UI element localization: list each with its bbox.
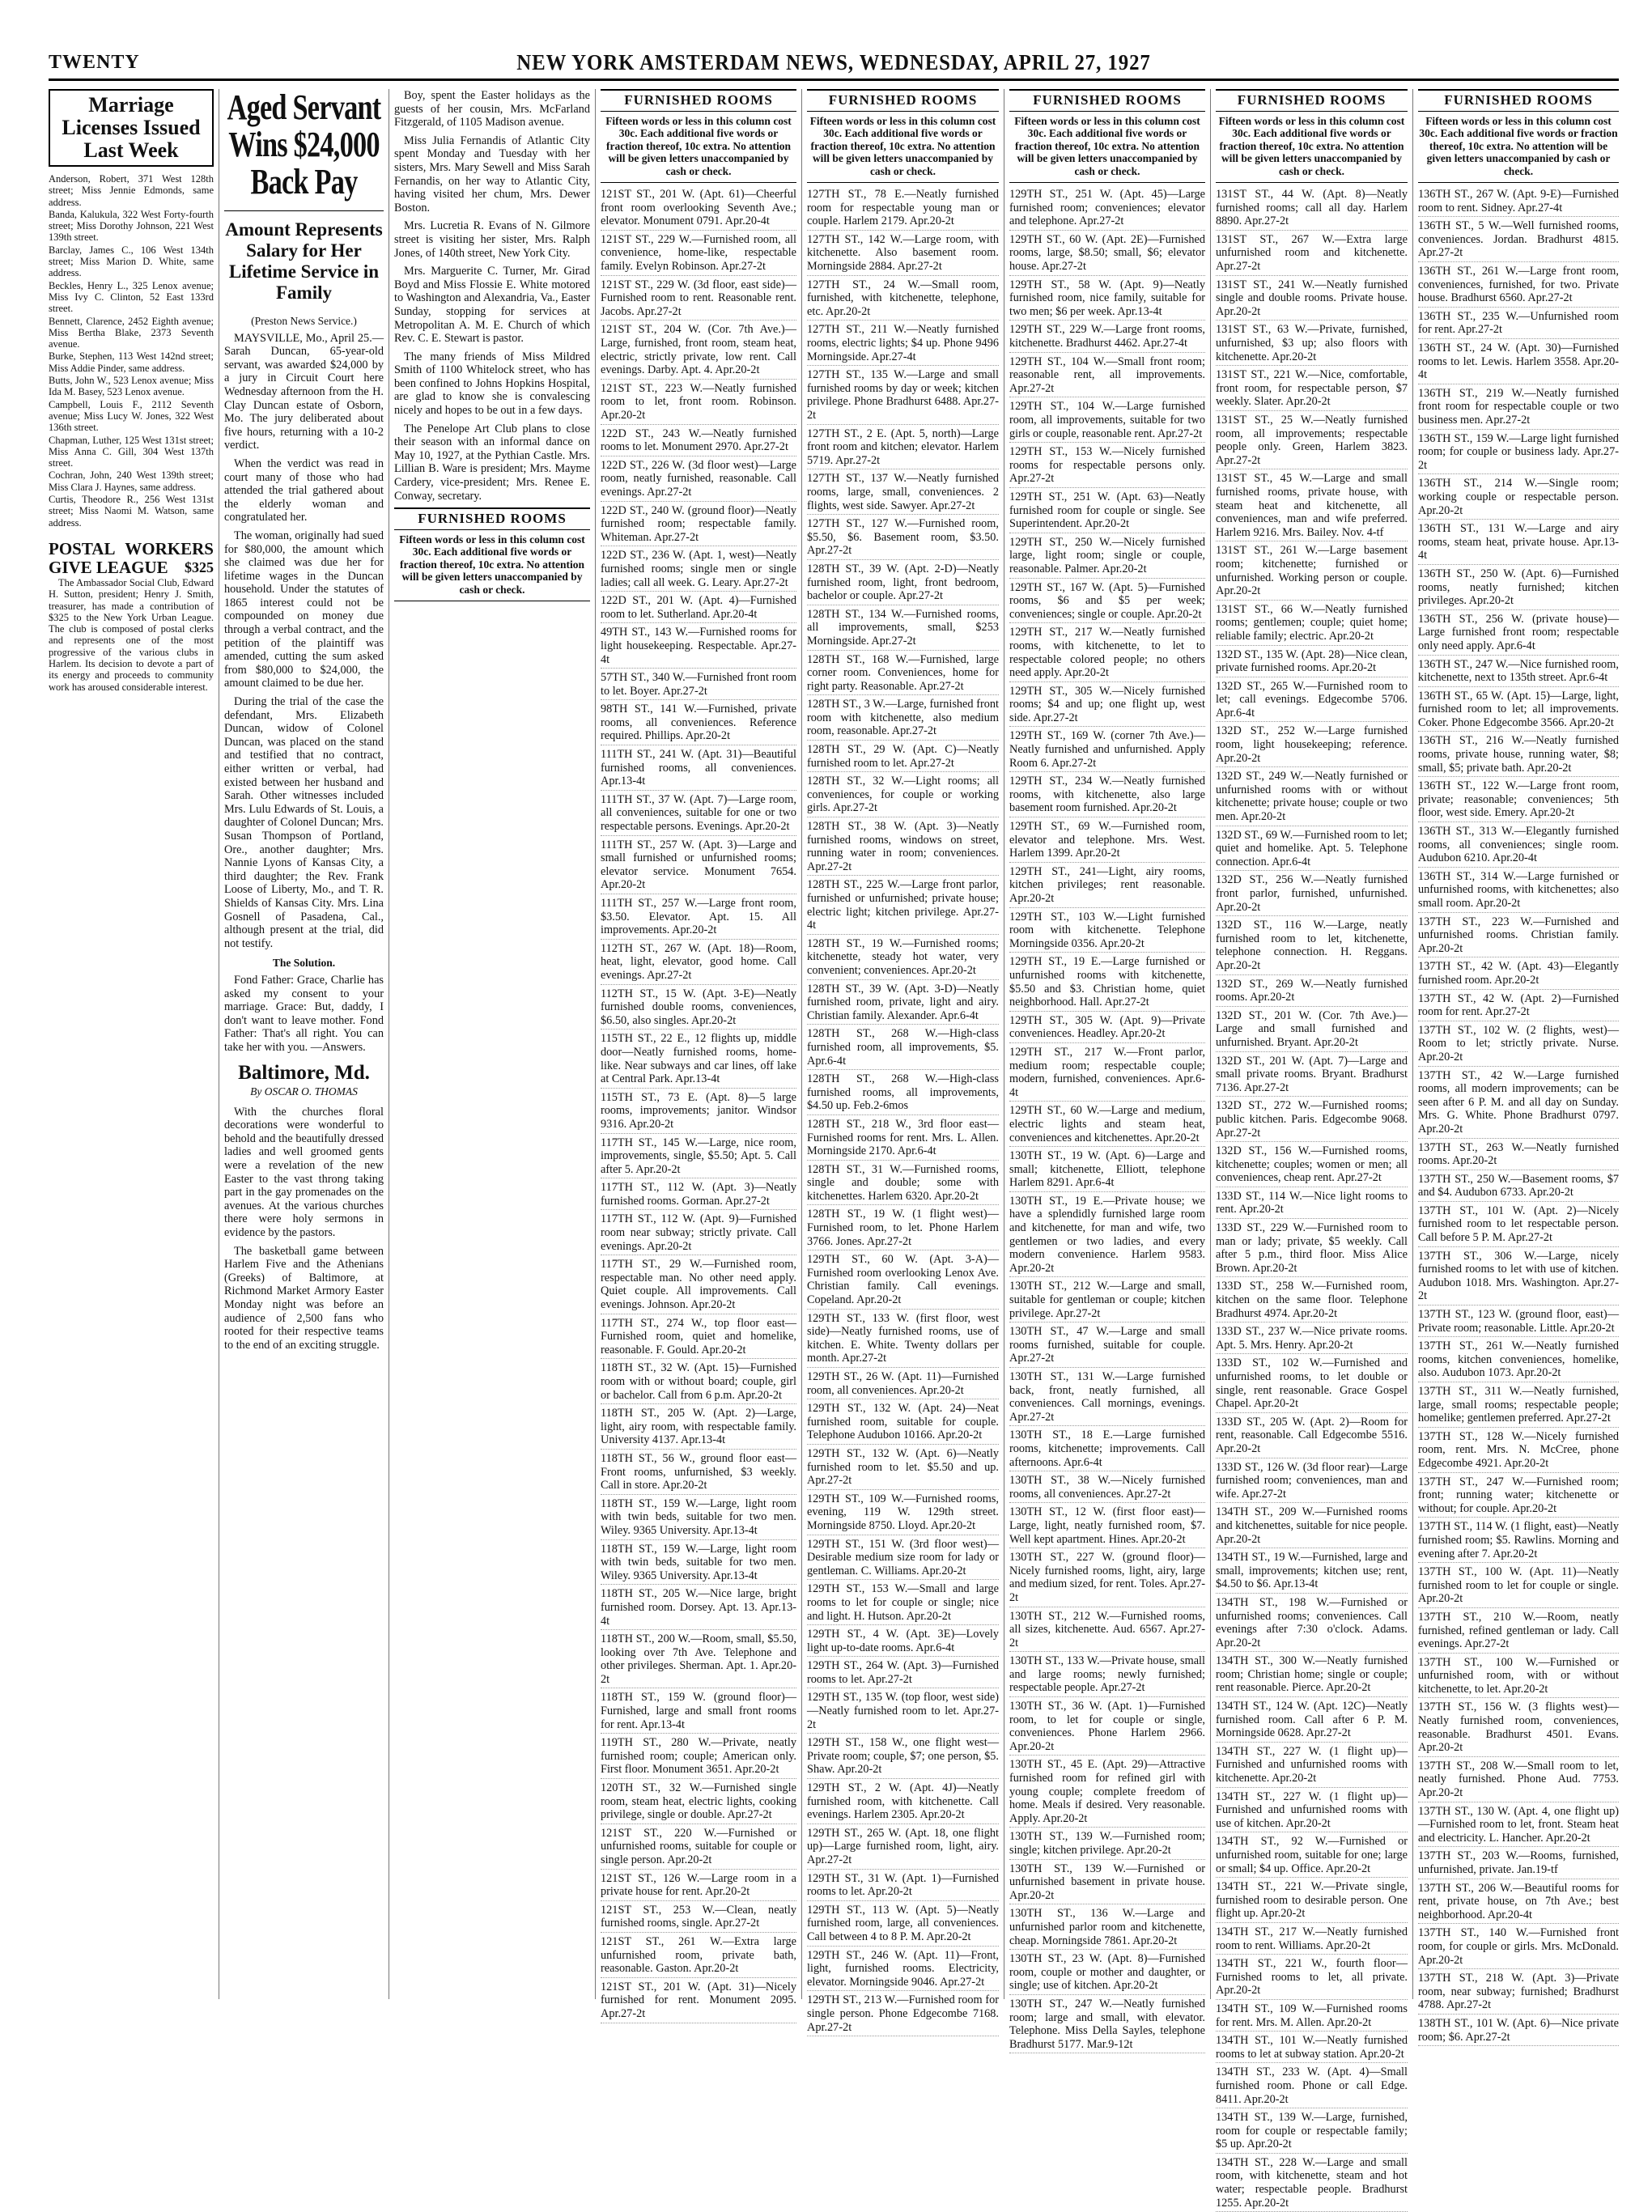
classified-ad: 128TH ST., 218 W., 3rd floor east—Furnished rooms for rent. Mrs. L. Allen. Morningside 2170. Apr.6-4t [807, 1118, 999, 1161]
classified-ad: 137TH ST., 311 W.—Neatly furnished, large, small rooms; respectable people; homelike; gentlemen preferred. Apr.27-2t [1418, 1385, 1619, 1428]
classified-ad: 137TH ST., 208 W.—Small room to let, neatly furnished. Phone Aud. 7753. Apr.20-2t [1418, 1760, 1619, 1802]
classified-ad: 129TH ST., 113 W. (Apt. 5)—Neatly furnished room, large, all conveniences. Call between 4 to 8 P. M. Apr.20-2t [807, 1904, 999, 1947]
classified-ad: 131ST ST., 44 W. (Apt. 8)—Neatly furnished rooms; call all day. Harlem 8890. Apr.27-2t [1216, 188, 1408, 231]
classified-ad: 132D ST., 69 W.—Furnished room to let; quiet and homelike. Apt. 5. Telephone connection. Apr.6-4t [1216, 829, 1408, 872]
classified-ad: 129TH ST., 153 W.—Nicely furnished rooms for respectable persons only. Apr.27-2t [1009, 445, 1205, 488]
classified-ad: 129TH ST., 19 E.—Large furnished or unfurnished rooms with kitchenette, $5.50 and $3. Christian home, quiet neighborhood. Hall. Apr.27-2t [1009, 955, 1205, 1011]
classified-ad: 134TH ST., 228 W.—Large and small room, with kitchenette, steam and hot water; respectable people. Bradhurst 1255. Apr.20-2t [1216, 2156, 1408, 2212]
classified-ad: 129TH ST., 167 W. (Apt. 5)—Furnished rooms, $6 and $5 per week; conveniences; single or couple. Apr.20-2t [1009, 581, 1205, 624]
baltimore-paragraph: The basketball game between Harlem Five and the Athenians (Greeks) of Baltimore, at Richmond Market Armory Easter Monday night was before an audience of 2,500 fans who rooted for their respective teams to the end of an exciting struggle. [224, 1244, 384, 1352]
classified-ad: 137TH ST., 156 W. (3 flights west)—Neatly furnished room, conveniences, reasonable. Bradhurst 4501. Evans. Apr.20-2t [1418, 1700, 1619, 1756]
article-paragraph: When the verdict was read in court many of those who had attended the trial gathered about the elderly woman and congratulated her. [224, 456, 384, 524]
furnished-rooms-column-2 [801, 89, 1004, 2034]
classified-ad: 133D ST., 126 W. (3d floor rear)—Large furnished room; conveniences, man and wife. Apr.27-2t [1216, 1461, 1408, 1504]
classified-ad: 129TH ST., 60 W. (Apt. 3-A)—Furnished room overlooking Lenox Ave. Christian family. Call evenings. Copeland. Apr.20-2t [807, 1253, 999, 1309]
classified-ad: 121ST ST., 261 W.—Extra large unfurnished room, private bath, reasonable. Gaston. Apr.20-2t [601, 1935, 796, 1978]
classified-ad: 129TH ST., 109 W.—Furnished rooms, evening, 119 W. 129th street. Morningside 8750. Lloyd. Apr.20-2t [807, 1492, 999, 1535]
ad-list [601, 188, 796, 2023]
classified-ad: 122D ST., 236 W. (Apt. 1, west)—Neatly furnished rooms; single men or single ladies; call all week. G. Leary. Apr.27-2t [601, 549, 796, 592]
license-entry: Cochran, John, 240 West 139th street; Miss Clara J. Haynes, same address. [49, 469, 214, 493]
classified-ad: 115TH ST., 22 E., 12 flights up, middle door—Neatly furnished rooms, home-like. Near subways and car lines, off lake at Central Park. Apr.13-4t [601, 1032, 796, 1088]
classified-ad: 118TH ST., 56 W., ground floor east—Front rooms, unfurnished, $3 weekly. Call in store. Apr.20-2t [601, 1452, 796, 1495]
classified-ad: 136TH ST., 313 W.—Elegantly furnished rooms, all conveniences; single room. Audubon 6210. Apr.20-4t [1418, 825, 1619, 868]
license-entry: Campbell, Louis F., 2112 Seventh avenue; Miss Lucy W. Jones, 322 West 136th street. [49, 398, 214, 434]
classified-ad: 111TH ST., 257 W.—Large front room, $3.50. Elevator. Apt. 15. All improvements. Apr.20-2t [601, 897, 796, 940]
article-credit: (Preston News Service.) [251, 315, 357, 327]
classified-ad: 117TH ST., 274 W., top floor east—Furnished room, quiet and homelike, reasonable. F. Gould. Apr.20-2t [601, 1317, 796, 1360]
classified-ad: 134TH ST., 227 W. (1 flight up)—Furnished and unfurnished rooms with kitchenette. Apr.20-2t [1216, 1745, 1408, 1788]
classified-ad: 136TH ST., 131 W.—Large and airy rooms, steam heat, private house. Apr.13-4t [1418, 522, 1619, 565]
classified-ad: 127TH ST., 135 W.—Large and small furnished rooms by day or week; kitchen privilege. Phone Bradhurst 6488. Apr.27-2t [807, 368, 999, 424]
classified-ad: 132D ST., 116 W.—Large, neatly furnished room to let, kitchenette, telephone connection. H. Reggans. Apr.20-2t [1216, 919, 1408, 974]
ad-list [1216, 188, 1408, 2212]
furnished-rooms-heading: FURNISHED ROOMS [1216, 89, 1408, 112]
classified-ad: 130TH ST., 133 W.—Private house, small and large rooms; newly furnished; respectable people. Apr.27-2t [1009, 1654, 1205, 1697]
classified-ad: 130TH ST., 131 W.—Large furnished back, front, neatly furnished, all conveniences. Call mornings, evenings. Apr.27-2t [1009, 1370, 1205, 1426]
license-entry: Chapman, Luther, 125 West 131st street; Miss Anna C. Gill, 304 West 137th street. [49, 434, 214, 469]
classified-ad: 132D ST., 201 W. (Apt. 7)—Large and small private rooms. Bryant. Bradhurst 7136. Apr.27-2t [1216, 1055, 1408, 1098]
classified-ad: 118TH ST., 205 W.—Nice large, bright furnished room. Dorsey. Apt. 13. Apr.13-4t [601, 1587, 796, 1630]
classified-ad: 117TH ST., 112 W. (Apt. 9)—Furnished room near subway; strictly private. Call evenings. Apr.20-2t [601, 1212, 796, 1255]
furnished-rooms-column-4 [1210, 89, 1412, 2210]
classified-ad: 129TH ST., 133 W. (first floor, west side)—Neatly furnished rooms, use of kitchen. E. White. Twenty dollars per month. Apr.27-2t [807, 1312, 999, 1368]
classified-ad: 129TH ST., 60 W. (Apt. 2E)—Furnished rooms, large, $8.50; small, $6; elevator house. Apr.27-2t [1009, 233, 1205, 276]
classified-ad: 134TH ST., 300 W.—Neatly furnished room; Christian home; single or couple; rent reasonable. Pierce. Apr.20-2t [1216, 1654, 1408, 1697]
classified-ad: 129TH ST., 104 W.—Small front room; reasonable rent, all improvements. Apr.27-2t [1009, 355, 1205, 398]
classified-ad: 129TH ST., 246 W. (Apt. 11)—Front, light, furnished rooms. Electricity, elevator. Morningside 9046. Apr.27-2t [807, 1949, 999, 1992]
society-paragraph: Miss Julia Fernandis of Atlantic City spent Monday and Tuesday with her sisters, Mrs. Mary Sewell and Miss Sarah Fernandis, on her way to Atlantic City, having visited her chum, Mrs. Dewer Boston. [394, 134, 590, 214]
article-subheadline: Amount Represents Salary for Her Lifetime Service in Family [224, 210, 384, 304]
classified-ad: 115TH ST., 73 E. (Apt. 8)—5 large rooms, improvements; janitor. Windsor 9316. Apr.20-2t [601, 1091, 796, 1134]
classified-ad: 136TH ST., 235 W.—Unfurnished room for rent. Apr.27-2t [1418, 310, 1619, 339]
classified-ad: 129TH ST., 250 W.—Nicely furnished large, light room; single or couple, reasonable. Palmer. Apr.20-2t [1009, 536, 1205, 579]
furnished-rooms-column-1 [595, 89, 801, 2020]
classified-ad: 130TH ST., 47 W.—Large and small rooms furnished, suitable for couple. Apr.27-2t [1009, 1325, 1205, 1368]
classified-ad: 127TH ST., 127 W.—Furnished room, $5.50, $6. Basement room, $3.50. Apr.27-2t [807, 517, 999, 560]
society-paragraph: The Penelope Art Club plans to close their season with an informal dance on May 10, 1927, at the Pythian Castle. Mrs. Lillian B. Ware is president; Mrs. Mayme Cardery, vice-president; Mrs. Renee E. Conway, secretary. [394, 422, 590, 503]
classified-ad: 132D ST., 256 W.—Neatly furnished front parlor, furnished, unfurnished. Apr.20-2t [1216, 873, 1408, 916]
solution-heading: The Solution. [272, 957, 336, 970]
baltimore-byline: By OSCAR O. THOMAS [250, 1085, 358, 1098]
classified-ad: 132D ST., 272 W.—Furnished rooms; public kitchen. Paris. Edgecombe 9068. Apr.27-2t [1216, 1099, 1408, 1142]
classified-ad: 132D ST., 265 W.—Furnished room to let; call evenings. Edgecombe 5706. Apr.6-4t [1216, 680, 1408, 723]
classified-ad: 129TH ST., 229 W.—Large front rooms, kitchenette. Bradhurst 4462. Apr.27-4t [1009, 323, 1205, 352]
society-paragraph: The many friends of Miss Mildred Smith of 1100 Whitelock street, who has been confined to Johns Hopkins Hospital, are glad to know she is convalescing nicely and hopes to be out in a few days. [394, 350, 590, 418]
classified-ad: 129TH ST., 264 W. (Apt. 3)—Furnished rooms to let. Apr.27-2t [807, 1659, 999, 1688]
classified-ad: 121ST ST., 223 W.—Neatly furnished room to let, front room. Robinson. Apr.20-2t [601, 382, 796, 425]
classified-ad: 134TH ST., 101 W.—Neatly furnished rooms to let at subway station. Apr.20-2t [1216, 2034, 1408, 2063]
classified-ad: 128TH ST., 39 W. (Apt. 3-D)—Neatly furnished room, private, light and airy. Christian family. Alexander. Apr.6-4t [807, 983, 999, 1025]
article-paragraph: MAYSVILLE, Mo., April 25.— Sarah Duncan, 65-year-old servant, was awarded $24,000 by a jury in Circuit Court here Wednesday afternoon from the H. Clay Duncan estate of Osborn, Mo. The jury deliberated about five hours, returning with a 10-2 verdict. [224, 331, 384, 452]
license-entry: Banda, Kalukula, 322 West Forty-fourth street; Miss Dorothy Johnson, 221 West 139th street. [49, 208, 214, 244]
classified-ad: 137TH ST., 100 W.—Furnished or unfurnished room, with or without kitchenette, to let. Apr.20-2t [1418, 1656, 1619, 1699]
classified-ad: 136TH ST., 65 W. (Apt. 15)—Large, light, furnished room to let; all improvements. Coker. Phone Edgecombe 3566. Apr.20-2t [1418, 690, 1619, 732]
classified-ad: 129TH ST., 234 W.—Neatly furnished rooms, with kitchenette, also large basement room furnished. Apr.20-2t [1009, 775, 1205, 817]
classified-ad: 137TH ST., 140 W.—Furnished front room, for couple or girls. Mrs. McDonald. Apr.20-2t [1418, 1926, 1619, 1969]
classified-ad: 129TH ST., 151 W. (3rd floor west)—Desirable medium size room for lady or gentleman. C. Williams. Apr.20-2t [807, 1538, 999, 1581]
classified-ad: 137TH ST., 42 W. (Apt. 2)—Furnished room for rent. Apr.27-2t [1418, 992, 1619, 1021]
classified-ad: 49TH ST., 143 W.—Furnished rooms for light housekeeping. Respectable. Apr.27-4t [601, 626, 796, 669]
classified-ad: 132D ST., 249 W.—Neatly furnished or unfurnished rooms with or without kitchenette; private house; couple or two men. Apr.20-2t [1216, 770, 1408, 826]
classified-ad: 118TH ST., 159 W.—Large, light room with twin beds, suitable for two men. Wiley. 9365 University. Apr.13-4t [601, 1543, 796, 1586]
classified-ad: 128TH ST., 268 W.—High-class furnished room, all improvements, $5. Apr.6-4t [807, 1027, 999, 1070]
classified-ad: 57TH ST., 340 W.—Furnished front room to let. Boyer. Apr.27-2t [601, 671, 796, 700]
classified-ad: 112TH ST., 267 W. (Apt. 18)—Room, heat, light, elevator, good home. Call evenings. Apr.27-2t [601, 942, 796, 985]
classified-ad: 134TH ST., 217 W.—Neatly furnished room to rent. Williams. Apr.20-2t [1216, 1925, 1408, 1955]
classified-ad: 137TH ST., 128 W.—Nicely furnished room, rent. Mrs. N. McCree, phone Edgecombe 4921. Apr.20-2t [1418, 1430, 1619, 1473]
newspaper-title: NEW YORK AMSTERDAM NEWS, WEDNESDAY, APRIL 27, 1927 [516, 50, 1151, 74]
classified-ad: 128TH ST., 225 W.—Large front parlor, furnished or unfurnished; private house; electric light; kitchen privilege. Apr.27-4t [807, 878, 999, 934]
classified-ad: 121ST ST., 229 W. (3d floor, east side)—Furnished room to rent. Reasonable rent. Jacobs. Apr.27-2t [601, 278, 796, 321]
classified-ad: 137TH ST., 42 W.—Large furnished rooms, all modern improvements; can be seen after 6 P. M. and all day on Sunday. Mrs. G. White. Phone Bradhurst 0797. Apr.20-2t [1418, 1069, 1619, 1139]
classified-ad: 118TH ST., 159 W. (ground floor)—Furnished, large and small front rooms for rent. Apr.13-4t [601, 1691, 796, 1734]
classified-ad: 121ST ST., 201 W. (Apt. 61)—Cheerful front room overlooking Seventh Ave.; elevator. Monument 0791. Apr.20-4t [601, 188, 796, 231]
classified-ad: 128TH ST., 32 W.—Light rooms; all conveniences, for couple or working girls. Apr.27-2t [807, 775, 999, 817]
classified-ad: 131ST ST., 241 W.—Neatly furnished single and double rooms. Private house. Apr.20-2t [1216, 278, 1408, 321]
classified-ad: 134TH ST., 92 W.—Furnished or unfurnished room, suitable for one; large or small; $4 up. Office. Apr.20-2t [1216, 1835, 1408, 1878]
classified-ad: 118TH ST., 159 W.—Large, light room with twin beds, suitable for two men. Wiley. 9365 University. Apr.13-4t [601, 1497, 796, 1540]
classified-ad: 136TH ST., 256 W. (private house)—Large furnished front room; respectable only need apply. Apr.6-4t [1418, 613, 1619, 656]
classified-ad: 122D ST., 226 W. (3d floor west)—Large room, neatly furnished, reasonable. Call evenings. Apr.27-2t [601, 459, 796, 502]
classified-ad: 129TH ST., 60 W.—Large and medium, electric lights and steam heat, conveniences and kitchenettes. Apr.20-2t [1009, 1104, 1205, 1147]
article-paragraph: The woman, originally had sued for $80,000, the amount which she claimed was due her for lifetime wages in the Duncan household. Under the statutes of 1865 interest could not be compounded on money due through a verbal contract, and the petition of the plaintiff was amended, cutting the sum asked from $80,000 to $24,000, the amount claimed to be due her. [224, 529, 384, 690]
classified-ad: 137TH ST., 261 W.—Neatly furnished rooms, kitchen conveniences, homelike, also. Audubon 1073. Apr.20-2t [1418, 1340, 1619, 1382]
society-column [389, 89, 595, 1999]
classified-ad: 127TH ST., 142 W.—Large room, with kitchenette. Also basement room. Morningside 2884. Apr.27-2t [807, 233, 999, 276]
classified-ad: 129TH ST., 2 W. (Apt. 4J)—Neatly furnished room, with kitchenette. Call evenings. Harlem 2305. Apr.20-2t [807, 1781, 999, 1824]
classified-ad: 132D ST., 156 W.—Furnished rooms, kitchenette; couples; women or men; all conveniences, cheap rent. Apr.27-2t [1216, 1144, 1408, 1187]
classified-ad: 134TH ST., 124 W. (Apt. 12C)—Neatly furnished room. Call after 6 P. M. Morningside 0628. Apr.27-2t [1216, 1700, 1408, 1743]
classified-ad: 122D ST., 201 W. (Apt. 4)—Furnished room to let. Sutherland. Apr.20-4t [601, 594, 796, 623]
license-entry: Barclay, James C., 106 West 134th street; Miss Marion D. White, same address. [49, 244, 214, 279]
classified-ad: 132D ST., 135 W. (Apt. 28)—Nice clean, private furnished rooms. Apr.20-2t [1216, 648, 1408, 677]
classified-ad: 128TH ST., 39 W. (Apt. 2-D)—Neatly furnished room, light, front bedroom, bachelor or couple. Apr.27-2t [807, 563, 999, 605]
classified-ad: 136TH ST., 314 W.—Large furnished or unfurnished rooms, with kitchenettes; also small room. Apr.20-2t [1418, 870, 1619, 913]
classified-ad: 128TH ST., 31 W.—Furnished rooms, single and double; some with kitchenettes. Harlem 6320. Apr.20-2t [807, 1163, 999, 1206]
license-entry: Curtis, Theodore R., 256 West 131st street; Miss Naomi M. Watson, same address. [49, 494, 214, 529]
classified-ad: 121ST ST., 229 W.—Furnished room, all convenience, home-like, respectable family. Evelyn Robinson. Apr.27-2t [601, 233, 796, 276]
classified-ad: 129TH ST., 135 W. (top floor, west side)—Neatly furnished room to let. Apr.27-2t [807, 1691, 999, 1734]
classified-ad: 137TH ST., 250 W.—Basement rooms, $7 and $4. Audubon 6733. Apr.20-2t [1418, 1173, 1619, 1202]
classified-ad: 129TH ST., 69 W.—Furnished room, elevator and telephone. Mrs. West. Harlem 1399. Apr.20-2t [1009, 820, 1205, 863]
classified-ad: 130TH ST., 45 E. (Apt. 29)—Attractive furnished room for refined girl with young couple; complete freedom of home. Meals if desired. Very reasonable. Apply. Apr.20-2t [1009, 1758, 1205, 1828]
classified-ad: 131ST ST., 45 W.—Large and small furnished rooms, private house, with steam heat and kitchenette, all conveniences, man and wife preferred. Harlem 9216. Mrs. Bailey. Nov. 4-tf [1216, 472, 1408, 541]
classified-ad: 133D ST., 114 W.—Nice light rooms to rent. Apr.20-2t [1216, 1190, 1408, 1219]
classified-ad: 128TH ST., 268 W.—High-class furnished rooms, all improvements, $4.50 up. Feb.2-6mos [807, 1072, 999, 1115]
classified-ad: 137TH ST., 100 W. (Apt. 11)—Neatly furnished room to let for couple or single. Apr.20-2t [1418, 1565, 1619, 1608]
classified-ad: 112TH ST., 15 W. (Apt. 3-E)—Neatly furnished double rooms, conveniences, $6.50, also singles. Apr.20-2t [601, 987, 796, 1030]
postal-headline: POSTAL WORKERS GIVE LEAGUE $325 [49, 538, 214, 577]
society-paragraph: Mrs. Lucretia R. Evans of N. Gilmore street is visiting her sister, Mrs. Ralph Jones, of 140th street, New York City. [394, 219, 590, 260]
license-entry: Anderson, Robert, 371 West 128th street; Miss Jennie Edmonds, same address. [49, 173, 214, 208]
postal-text: The Ambassador Social Club, Edward H. Sutton, president; Henry J. Smith, treasurer, has made a contribution of $325 to the New York Urban League. The club is composed of postal clerks and represents one of the most progressive of the various clubs in Harlem. Its decision to devote a part of its energy and proceeds to community work has aroused considerable interest. [49, 576, 214, 693]
classified-ad: 131ST ST., 267 W.—Extra large unfurnished room and kitchenette. Apr.27-2t [1216, 233, 1408, 276]
classified-rate-notice: Fifteen words or less in this column cost 30c. Each additional five words or fraction thereof, 10c extra. No attention will be given letters unaccompanied by cash or check. [1216, 115, 1408, 184]
classified-ad: 137TH ST., 206 W.—Beautiful rooms for rent, private house, on 7th Ave.; best neighborhood. Apr.20-4t [1418, 1882, 1619, 1925]
classified-ad: 136TH ST., 24 W. (Apt. 30)—Furnished rooms to let. Lewis. Harlem 3558. Apr.20-4t [1418, 342, 1619, 384]
classified-ad: 136TH ST., 267 W. (Apt. 9-E)—Furnished room to rent. Sidney. Apr.27-4t [1418, 188, 1619, 217]
classified-rate-notice: Fifteen words or less in this column cost 30c. Each additional five words or fraction thereof, 10c extra. No attention will be given letters unaccompanied by cash or check. [601, 115, 796, 184]
page-number: TWENTY [49, 52, 140, 73]
furnished-rooms-heading: FURNISHED ROOMS [1418, 89, 1619, 112]
classified-ad: 128TH ST., 29 W. (Apt. C)—Neatly furnished room to let. Apr.27-2t [807, 743, 999, 772]
furnished-rooms-heading: FURNISHED ROOMS [394, 507, 590, 530]
classified-ad: 129TH ST., 104 W.—Large furnished room, all improvements, suitable for two girls or couple, reasonable rent. Apr.27-2t [1009, 400, 1205, 443]
classified-ad: 136TH ST., 216 W.—Neatly furnished rooms, private house, running water, $8; small, $5; private bath. Apr.20-2t [1418, 734, 1619, 777]
classified-ad: 132D ST., 252 W.—Large furnished room, light housekeeping; reference. Apr.20-2t [1216, 724, 1408, 767]
license-entry: Burke, Stephen, 113 West 142nd street; Miss Addie Pinder, same address. [49, 350, 214, 374]
classified-ad: 130TH ST., 136 W.—Large and unfurnished parlor room and kitchenette, cheap. Morningside 7861. Apr.20-2t [1009, 1907, 1205, 1950]
classified-ad: 129TH ST., 305 W. (Apt. 9)—Private conveniences. Headley. Apr.20-2t [1009, 1014, 1205, 1043]
classified-ad: 131ST ST., 63 W.—Private, furnished, unfurnished, $3 up; also floors with kitchenette. Apr.20-2t [1216, 323, 1408, 366]
classified-ad: 122D ST., 240 W. (ground floor)—Neatly furnished room; respectable family. Whiteman. Apr.27-2t [601, 504, 796, 547]
classified-ad: 138TH ST., 101 W. (Apt. 6)—Nice private room; $6. Apr.27-2t [1418, 2017, 1619, 2046]
classified-ad: 130TH ST., 19 E.—Private house; we have a splendidly furnished large room and kitchenette, for man and wife, two gentlemen or two ladies, and every modern convenience. Harlem 9583. Apr.20-2t [1009, 1195, 1205, 1278]
classified-ad: 130TH ST., 139 W.—Furnished room; single; kitchen privilege. Apr.20-2t [1009, 1830, 1205, 1859]
furnished-rooms-heading: FURNISHED ROOMS [601, 89, 796, 112]
solution-text: Fond Father: Grace, Charlie has asked my consent to your marriage. Grace: But, daddy, I don't want to leave mother. Fond Father: That's all right. You can take her with you. —Answers. [224, 973, 384, 1054]
classified-ad: 133D ST., 229 W.—Furnished room to man or lady; private, $5 weekly. Call after 5 p.m., third floor. Miss Alice Brown. Apr.20-2t [1216, 1221, 1408, 1277]
furnished-rooms-column-3 [1004, 89, 1210, 2051]
classified-ad: 129TH ST., 58 W. (Apt. 9)—Neatly furnished room, nice family, suitable for two men; $6 per week. Apr.13-4t [1009, 278, 1205, 321]
classified-rate-notice: Fifteen words or less in this column cost 30c. Each additional five words or fraction thereof, 10c extra. No attention will be given letters unaccompanied by cash or check. [807, 115, 999, 184]
classified-ad: 130TH ST., 18 E.—Large furnished rooms, kitchenette; improvements. Call afternoons. Apr.6-4t [1009, 1429, 1205, 1471]
classified-ad: 134TH ST., 227 W. (1 flight up)—Furnished and unfurnished rooms with use of kitchen. Apr.20-2t [1216, 1790, 1408, 1833]
classified-ad: 130TH ST., 227 W. (ground floor)—Nicely furnished rooms, light, airy, large and medium sized, for rent. Toles. Apr.27-2t [1009, 1551, 1205, 1607]
classified-ad: 137TH ST., 263 W.—Neatly furnished rooms. Apr.20-2t [1418, 1141, 1619, 1170]
classified-ad: 130TH ST., 139 W.—Furnished or unfurnished basement in private house. Apr.20-2t [1009, 1862, 1205, 1905]
classified-ad: 129TH ST., 241—Light, airy rooms, kitchen privileges; rent reasonable. Apr.20-2t [1009, 865, 1205, 908]
classified-ad: 128TH ST., 38 W. (Apt. 3)—Neatly furnished rooms, windows on street, running water in room; conveniences. Apr.27-2t [807, 820, 999, 876]
ad-list [807, 188, 999, 2036]
classified-ad: 137TH ST., 42 W. (Apt. 43)—Elegantly furnished room. Apr.20-2t [1418, 960, 1619, 989]
classified-ad: 137TH ST., 210 W.—Room, neatly furnished, refined gentleman or lady. Call evenings. Apr.27-2t [1418, 1611, 1619, 1654]
classified-ad: 121ST ST., 201 W. (Apt. 31)—Nicely furnished for rent. Monument 2095. Apr.27-2t [601, 1981, 796, 2023]
marriage-licenses-column [49, 89, 219, 1999]
society-paragraph: Mrs. Marguerite C. Turner, Mr. Girad Boyd and Miss Flossie E. White motored to Washington and Alexandria, Va., Easter Sunday, stopping for services at Metropolitan A. M. E. Church of which Rev. C. E. Stewart is pastor. [394, 265, 590, 346]
classified-ad: 132D ST., 269 W.—Neatly furnished rooms. Apr.20-2t [1216, 978, 1408, 1007]
furnished-rooms-heading: FURNISHED ROOMS [1009, 89, 1205, 112]
classified-ad: 133D ST., 102 W.—Furnished and unfurnished rooms, to let double or single, rent reasonable. Grace Gospel Chapel. Apr.20-2t [1216, 1356, 1408, 1412]
classified-ad: 122D ST., 243 W.—Neatly furnished rooms to let. Monument 2970. Apr.27-2t [601, 427, 796, 456]
marriage-list [49, 173, 214, 529]
classified-ad: 129TH ST., 169 W. (corner 7th Ave.)—Neatly furnished and unfurnished. Apply Room 6. Apr.27-2t [1009, 729, 1205, 772]
classified-ad: 134TH ST., 221 W.—Private single, furnished room to desirable person. One flight up. Apr.20-2t [1216, 1880, 1408, 1923]
classified-ad: 137TH ST., 218 W. (Apt. 3)—Private room, near subway; furnished; Bradhurst 4788. Apr.27-2t [1418, 1972, 1619, 2015]
classified-rate-notice: Fifteen words or less in this column cost 30c. Each additional five words or fraction thereof, 10c extra. No attention will be given letters unaccompanied by cash or check. [1009, 115, 1205, 184]
classified-ad: 120TH ST., 32 W.—Furnished single room, steam heat, electric lights, cooking privilege, single or double. Apr.27-2t [601, 1781, 796, 1824]
classified-rate-notice: Fifteen words or less in this column cost 30c. Each additional five words or fraction thereof, 10c extra. No attention will be given letters unaccompanied by cash or check. [394, 533, 590, 602]
ad-list [1009, 188, 1205, 2053]
classified-ad: 128TH ST., 3 W.—Large, furnished front room with kitchenette, also medium room, reasonable. Apr.27-2t [807, 698, 999, 741]
classified-ad: 137TH ST., 102 W. (2 flights, west)—Room to let; strictly private. Nurse. Apr.20-2t [1418, 1024, 1619, 1067]
classified-ad: 129TH ST., 251 W. (Apt. 45)—Large furnished room; conveniences; elevator and telephone. Apr.27-2t [1009, 188, 1205, 231]
classified-ad: 131ST ST., 261 W.—Large basement room; kitchenette; furnished or unfurnished. Working person or couple. Apr.20-2t [1216, 544, 1408, 600]
ad-list [1418, 188, 1619, 2046]
classified-ad: 111TH ST., 37 W. (Apt. 7)—Large room, all conveniences, suitable for one or two respectable persons. Evenings. Apr.20-2t [601, 793, 796, 836]
classified-ad: 134TH ST., 198 W.—Furnished or unfurnished rooms; conveniences. Call evenings after 7:30 o'clock. Adams. Apr.20-2t [1216, 1596, 1408, 1652]
classified-ad: 137TH ST., 130 W. (Apt. 4, one flight up)—Furnished room to let, front. Steam heat and electricity. L. Hancher. Apr.20-2t [1418, 1805, 1619, 1848]
classified-ad: 129TH ST., 132 W. (Apt. 6)—Neatly furnished room to let. $5.50 and up. Apr.27-2t [807, 1447, 999, 1490]
classified-ad: 129TH ST., 251 W. (Apt. 63)—Neatly furnished room for couple or single. See Superintendent. Apr.20-2t [1009, 490, 1205, 533]
classified-ad: 127TH ST., 24 W.—Small room, furnished, with kitchenette, telephone, etc. Apr.20-2t [807, 278, 999, 321]
classified-ad: 132D ST., 201 W. (Cor. 7th Ave.)—Large and small furnished and unfurnished. Bryant. Apr.20-2t [1216, 1009, 1408, 1052]
classified-ad: 129TH ST., 132 W. (Apt. 24)—Neat furnished room, suitable for couple. Telephone Audubon 10166. Apr.20-2t [807, 1402, 999, 1445]
classified-ad: 137TH ST., 101 W. (Apt. 2)—Nicely furnished room to let respectable person. Call before 5 P. M. Apr.27-2t [1418, 1204, 1619, 1247]
baltimore-heading: Baltimore, Md. [238, 1062, 370, 1085]
license-entry: Butts, John W., 523 Lenox avenue; Miss Ida M. Basey, 523 Lenox avenue. [49, 375, 214, 398]
classified-rate-notice: Fifteen words or less in this column cost 30c. Each additional five words or fraction thereof, 10c extra. No attention will be given letters unaccompanied by cash or check. [1418, 115, 1619, 184]
classified-ad: 136TH ST., 5 W.—Well furnished rooms, conveniences. Jordan. Bradhurst 4815. Apr.27-2t [1418, 219, 1619, 262]
classified-ad: 136TH ST., 159 W.—Large light furnished room; for couple or business lady. Apr.27-2t [1418, 432, 1619, 475]
classified-ad: 136TH ST., 219 W.—Neatly furnished front room for respectable couple or two business men. Apr.27-2t [1418, 387, 1619, 430]
classified-ad: 121ST ST., 220 W.—Furnished or unfurnished rooms, suitable for couple or single person. Apr.20-2t [601, 1827, 796, 1870]
classified-ad: 134TH ST., 139 W.—Large, furnished, room for couple or respectable family; $5 up. Apr.20-2t [1216, 2111, 1408, 2154]
classified-ad: 131ST ST., 25 W.—Neatly furnished room, all improvements; respectable people only. Green, Harlem 3823. Apr.27-2t [1216, 414, 1408, 469]
furnished-rooms-column-5 [1412, 89, 1619, 2044]
article-paragraph: During the trial of the case the defendant, Mrs. Elizabeth Duncan, widow of Colonel Duncan, was placed on the stand and testified that no contract, either written or verbal, had existed between her husband and Sarah. Other witnesses included Mrs. Lulu Edwards of St. Louis, a daughter of Colonel Duncan; Mrs. Susan Thompson of Portland, Ore., another daughter; Mrs. Nannie Lyons of Kansas City, a third daughter; the Rev. Frank Loose of Liberty, Mo., and T. R. Shields of Kansas City. Mrs. Lina Gosnell of Pasadena, Cal., although present at the trial, did not testify. [224, 695, 384, 950]
classified-ad: 129TH ST., 31 W. (Apt. 1)—Furnished rooms to let. Apr.20-2t [807, 1872, 999, 1901]
marriage-licenses-headline: Marriage Licenses Issued Last Week [49, 89, 214, 167]
classified-ad: 137TH ST., 114 W. (1 flight, east)—Neatly furnished room; $5. Rawlins. Morning and evening after 7. Apr.20-2t [1418, 1520, 1619, 1563]
classified-ad: 130TH ST., 212 W.—Furnished rooms, all sizes, kitchenette. Aud. 6567. Apr.27-2t [1009, 1610, 1205, 1653]
aged-servant-column [219, 89, 389, 1999]
classified-ad: 128TH ST., 19 W. (1 flight west)—Furnished room, to let. Phone Harlem 3766. Jones. Apr.27-2t [807, 1208, 999, 1250]
classified-ad: 129TH ST., 265 W. (Apt. 18, one flight up)—Large furnished room, light, airy. Apr.27-2t [807, 1827, 999, 1870]
classified-ad: 133D ST., 258 W.—Furnished room, kitchen on the same floor. Telephone Bradhurst 4974. Apr.20-2t [1216, 1280, 1408, 1323]
classified-ad: 133D ST., 205 W. (Apt. 2)—Room for rent, reasonable. Call Edgecombe 5516. Apr.20-2t [1216, 1416, 1408, 1458]
classified-ad: 130TH ST., 212 W.—Large and small, suitable for gentleman or couple; kitchen privilege. Apr.27-2t [1009, 1280, 1205, 1323]
furnished-rooms-heading: FURNISHED ROOMS [807, 89, 999, 112]
classified-ad: 137TH ST., 223 W.—Furnished and unfurnished rooms. Christian family. Apr.20-2t [1418, 915, 1619, 958]
classified-ad: 137TH ST., 203 W.—Rooms, furnished, unfurnished, private. Jan.19-tf [1418, 1849, 1619, 1879]
classified-ad: 117TH ST., 145 W.—Large, nice room, improvements, single, $5.50; Apt. 5. Call after 5. Apr.20-2t [601, 1136, 796, 1179]
classified-ad: 121ST ST., 253 W.—Clean, neatly furnished rooms, single. Apr.27-2t [601, 1904, 796, 1933]
classified-ad: 129TH ST., 4 W. (Apt. 3E)—Lovely light up-to-date rooms. Apr.6-4t [807, 1628, 999, 1657]
classified-ad: 131ST ST., 66 W.—Neatly furnished rooms; gentlemen; couple; quiet home; reliable family; electric. Apr.20-2t [1216, 603, 1408, 646]
classified-ad: 129TH ST., 213 W.—Furnished room for single person. Phone Edgecombe 7168. Apr.27-2t [807, 1993, 999, 2036]
classified-ad: 130TH ST., 12 W. (first floor east)—Large, light, neatly furnished room, $7. Well kept apartment. Hines. Apr.20-2t [1009, 1505, 1205, 1548]
classified-ad: 129TH ST., 153 W.—Small and large rooms to let for couple or single; nice and light. H. Hutson. Apr.20-2t [807, 1582, 999, 1625]
classified-ad: 130TH ST., 23 W. (Apt. 8)—Furnished room, couple or mother and daughter, or single; use of kitchen. Apr.20-2t [1009, 1952, 1205, 1995]
classified-ad: 134TH ST., 209 W.—Furnished rooms and kitchenettes, suitable for nice people. Apr.20-2t [1216, 1505, 1408, 1548]
classified-ad: 134TH ST., 109 W.—Furnished rooms for rent. Mrs. M. Allen. Apr.20-2t [1216, 2002, 1408, 2032]
classified-ad: 127TH ST., 211 W.—Neatly furnished rooms, electric lights; $4 up. Phone 9496 Morningside. Apr.27-4t [807, 323, 999, 366]
license-entry: Bennett, Clarence, 2452 Eighth avenue; Miss Bertha Blake, 2373 Seventh avenue. [49, 315, 214, 350]
classified-ad: 128TH ST., 19 W.—Furnished rooms; kitchenette, steady hot water, very convenient; conveniences. Apr.20-2t [807, 937, 999, 980]
classified-ad: 137TH ST., 247 W.—Furnished room; front; running water; kitchenette or without; for couple. Apr.20-2t [1418, 1475, 1619, 1518]
classified-ad: 128TH ST., 134 W.—Furnished rooms, all improvements, small, $253 Morningside. Apr.27-2t [807, 608, 999, 651]
classified-ad: 131ST ST., 221 W.—Nice, comfortable, front room, for respectable person, $7 weekly. Slater. Apr.20-2t [1216, 368, 1408, 411]
classified-ad: 111TH ST., 241 W. (Apt. 31)—Beautiful furnished rooms, all conveniences. Apr.13-4t [601, 748, 796, 791]
classified-ad: 130TH ST., 247 W.—Neatly furnished room; large and small, with elevator. Telephone. Miss Della Sayles, telephone Bradhurst 5177. Mar.9-12t [1009, 1998, 1205, 2053]
classified-ad: 118TH ST., 205 W. (Apt. 2)—Large, light, airy room, with respectable family. University 4137. Apr.13-4t [601, 1407, 796, 1450]
classified-ad: 134TH ST., 19 W.—Furnished, large and small, improvements; kitchen use; rent, $4.50 to $6. Apr.13-4t [1216, 1551, 1408, 1594]
classified-ad: 133D ST., 237 W.—Nice private rooms. Apt. 5. Mrs. Henry. Apr.20-2t [1216, 1325, 1408, 1354]
classified-ad: 136TH ST., 261 W.—Large front room, conveniences, furnished, for two. Private house. Bradhurst 6560. Apr.27-2t [1418, 265, 1619, 308]
classified-ad: 130TH ST., 36 W. (Apt. 1)—Furnished room, to let for couple or single, conveniences. Phone Harlem 2966. Apr.20-2t [1009, 1700, 1205, 1756]
classified-ad: 134TH ST., 221 W., fourth floor—Furnished rooms to let, all private. Apr.20-2t [1216, 1957, 1408, 2000]
classified-ad: 129TH ST., 26 W. (Apt. 11)—Furnished room, all conveniences. Apr.20-2t [807, 1370, 999, 1399]
classified-ad: 121ST ST., 204 W. (Cor. 7th Ave.)—Large, furnished, front room, steam heat, electric, strictly private, low rent. Call evenings. Darby. Apt. 4. Apr.20-2t [601, 323, 796, 379]
classified-ad: 121ST ST., 126 W.—Large room in a private house for rent. Apr.20-2t [601, 1872, 796, 1901]
classified-ad: 136TH ST., 214 W.—Single room; working couple or respectable person. Apr.20-2t [1418, 477, 1619, 520]
classified-ad: 117TH ST., 29 W.—Furnished room, respectable man. No other need apply. Quiet couple. All improvements. Call evenings. Johnson. Apr.20-2t [601, 1258, 796, 1314]
classified-ad: 128TH ST., 168 W.—Furnished, large corner room. Conveniences, home for right party. Reasonable. Apr.27-2t [807, 653, 999, 696]
classified-ad: 127TH ST., 137 W.—Neatly furnished rooms, large, small, conveniences. 2 flights, west side. Sawyer. Apr.27-2t [807, 472, 999, 515]
baltimore-paragraph: With the churches floral decorations were wonderful to behold and the beautifully dressed ladies and well groomed gents were a revelation of the new Easter to the vast throng taking part in the gay promenades on the avenues. At the various churches there were holy sermons in evidence by the pastors. [224, 1105, 384, 1239]
classified-ad: 136TH ST., 247 W.—Nice furnished room, kitchenette, next to 135th street. Apr.6-4t [1418, 658, 1619, 687]
society-body [394, 89, 590, 503]
classified-ad: 129TH ST., 305 W.—Nicely furnished rooms; $4 and up; one flight up, west side. Apr.27-2t [1009, 685, 1205, 728]
classified-ad: 130TH ST., 19 W. (Apt. 6)—Large and small; kitchenette, Elliott, telephone Harlem 8291. Apr.6-4t [1009, 1149, 1205, 1192]
classified-ad: 129TH ST., 103 W.—Light furnished room with kitchenette. Telephone Morningside 0356. Apr.20-2t [1009, 911, 1205, 953]
article-headline: Aged Servant Wins $24,000 Back Pay [227, 87, 381, 202]
classified-ad: 129TH ST., 217 W.—Neatly furnished rooms, with kitchenette, to let to respectable colored people; no others need apply. Apr.20-2t [1009, 626, 1205, 681]
postal-amount: $325 [185, 558, 214, 575]
article-body [224, 332, 384, 951]
baltimore-body [224, 1106, 384, 1352]
classified-ad: 130TH ST., 38 W.—Nicely furnished rooms, all conveniences. Apr.27-2t [1009, 1474, 1205, 1503]
classified-ad: 117TH ST., 112 W. (Apt. 3)—Neatly furnished rooms. Gorman. Apr.27-2t [601, 1181, 796, 1210]
classified-ad: 129TH ST., 217 W.—Front parlor, medium room; respectable couple; modern, furnished, conveniences. Apr.6-4t [1009, 1046, 1205, 1102]
classified-ad: 119TH ST., 280 W.—Private, neatly furnished room; couple; American only. First floor. Monument 3651. Apr.20-2t [601, 1736, 796, 1779]
license-entry: Beckles, Henry L., 325 Lenox avenue; Miss Ivy C. Clinton, 52 East 133rd street. [49, 279, 214, 315]
masthead [49, 49, 1619, 81]
classified-ad: 137TH ST., 123 W. (ground floor, east)—Private room; reasonable. Little. Apr.20-2t [1418, 1308, 1619, 1337]
classified-ad: 136TH ST., 250 W. (Apt. 6)—Furnished rooms, neatly furnished; kitchen privileges. Apr.20-2t [1418, 567, 1619, 610]
classified-ad: 98TH ST., 141 W.—Furnished, private rooms, all conveniences. Reference required. Phillips. Apr.20-2t [601, 703, 796, 745]
classified-ad: 127TH ST., 78 E.—Neatly furnished room for respectable young man or couple. Harlem 2179. Apr.20-2t [807, 188, 999, 231]
classified-ad: 111TH ST., 257 W. (Apt. 3)—Large and small furnished or unfurnished rooms; elevator service. Monument 7654. Apr.20-2t [601, 839, 796, 894]
classified-ad: 118TH ST., 32 W. (Apt. 15)—Furnished room with or without board; couple, girl or bachelor. Call from 6 p.m. Apr.20-2t [601, 1361, 796, 1404]
classified-ad: 129TH ST., 158 W., one flight west—Private room; couple, $7; one person, $5. Shaw. Apr.20-2t [807, 1736, 999, 1779]
society-paragraph: Boy, spent the Easter holidays as the guests of her cousin, Mrs. McFarland Fitzgerald, of 1105 Madison avenue. [394, 89, 590, 129]
classified-ad: 127TH ST., 2 E. (Apt. 5, north)—Large front room and kitchen; elevator. Harlem 5719. Apr.27-2t [807, 427, 999, 470]
classified-ad: 137TH ST., 306 W.—Large, nicely furnished rooms to let with use of kitchen. Audubon 1018. Mrs. Washington. Apr.27-2t [1418, 1250, 1619, 1306]
classified-ad: 134TH ST., 233 W. (Apt. 4)—Small furnished room. Phone or call Edge. 8411. Apr.20-2t [1216, 2066, 1408, 2108]
classified-ad: 118TH ST., 200 W.—Room, small, $5.50, looking over 7th Ave. Telephone and other privileges. Sherman. Apt. 1. Apr.20-2t [601, 1632, 796, 1688]
classified-ad: 136TH ST., 122 W.—Large front room, private; reasonable; conveniences; 5th floor, west side. Emery. Apr.20-2t [1418, 779, 1619, 822]
